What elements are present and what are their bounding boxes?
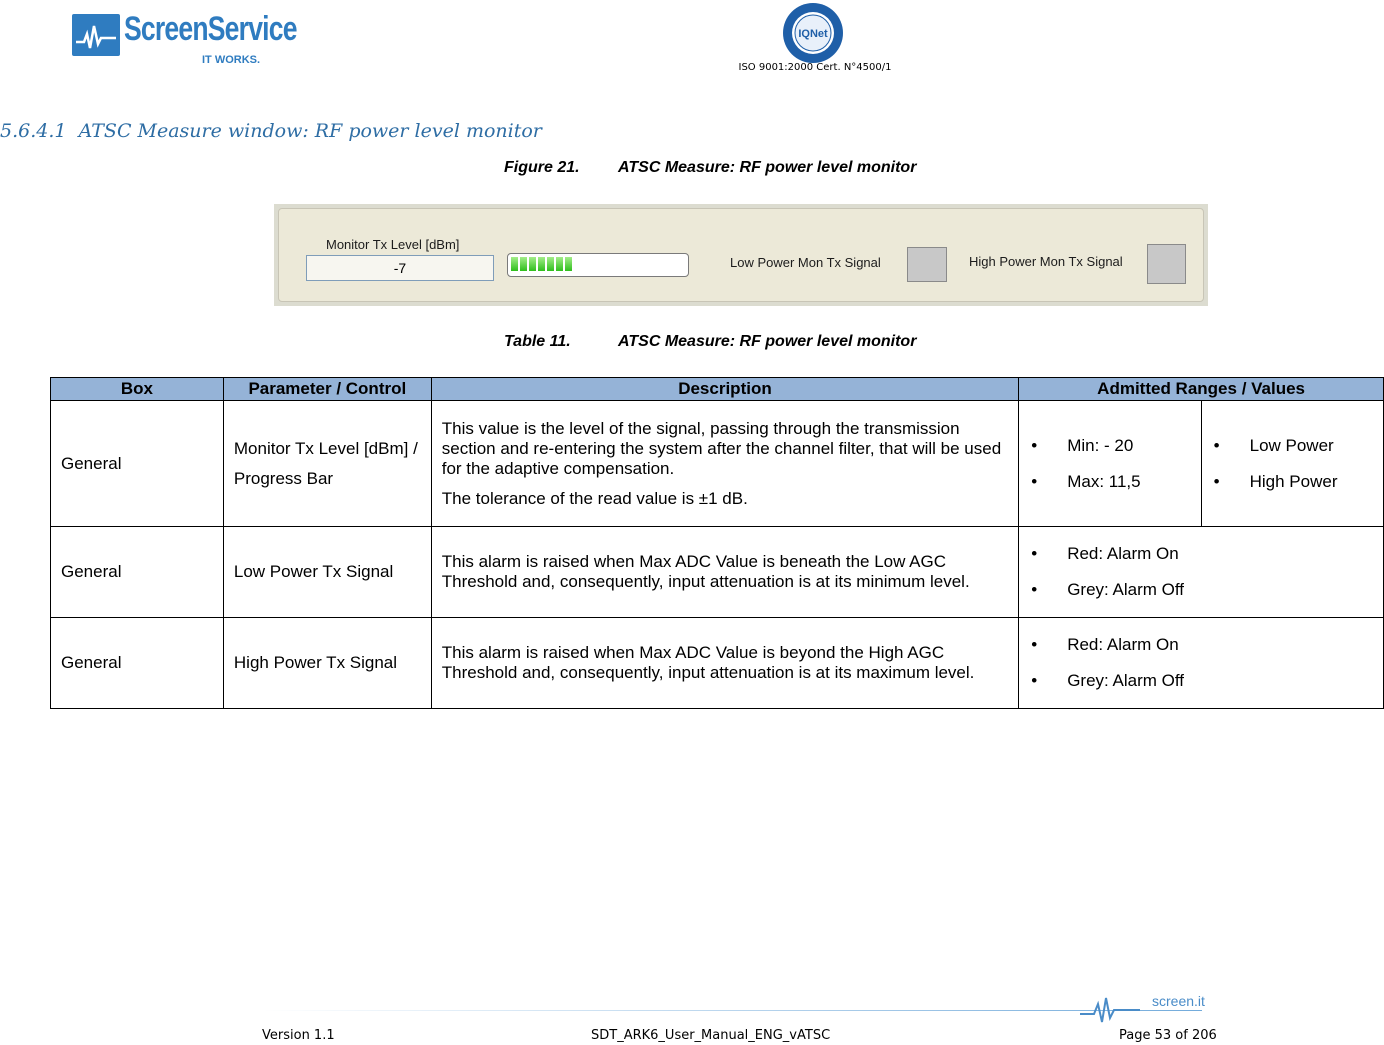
description-paragraph: The tolerance of the read value is ±1 dB. (441, 488, 748, 508)
certification-seal-icon (782, 2, 844, 64)
tx-level-progress-bar (507, 253, 689, 277)
progress-segment (538, 257, 545, 271)
table-caption (504, 333, 916, 351)
range-subcell (1019, 401, 1201, 526)
logo-text: ScreenService (124, 10, 297, 48)
cell-ranges (1019, 401, 1384, 527)
panel-body (278, 208, 1204, 302)
cell-box: General (51, 618, 224, 709)
range-item: • Grey: Alarm Off (1019, 580, 1373, 600)
progress-segment (529, 257, 536, 271)
footer-document-name: SDT_ARK6_User_Manual_ENG_vATSC (591, 1028, 831, 1043)
footer-divider (262, 1010, 1202, 1011)
table-label: Table 11. (504, 333, 571, 350)
table-row (51, 527, 1384, 618)
footer-page-number: Page 53 of 206 (1119, 1028, 1217, 1043)
footer-version: Version 1.1 (262, 1028, 335, 1043)
table-row (51, 401, 1384, 527)
progress-segment (565, 257, 572, 271)
range-subcell (1202, 401, 1383, 526)
monitor-tx-level-field: -7 (306, 255, 494, 281)
range-item: • Max: 11,5 (1019, 472, 1140, 492)
high-power-indicator (1147, 244, 1186, 284)
range-item: • High Power (1202, 472, 1338, 492)
table-caption-text: ATSC Measure: RF power level monitor (618, 333, 917, 350)
cell-description (431, 618, 1018, 709)
cell-box: General (51, 401, 224, 527)
header-parameter: Parameter / Control (223, 378, 431, 401)
low-power-indicator (907, 247, 947, 282)
cell-ranges (1019, 527, 1384, 618)
figure-label: Figure 21. (504, 159, 580, 176)
footer-brand-text: screen.it (1152, 993, 1205, 1009)
svg-text:IQNet: IQNet (798, 28, 828, 40)
progress-segment (556, 257, 563, 271)
cell-description (431, 401, 1018, 527)
cell-parameter: High Power Tx Signal (223, 618, 431, 709)
range-item: • Red: Alarm On (1019, 635, 1373, 655)
parameters-table (50, 377, 1384, 709)
cell-ranges (1019, 618, 1384, 709)
description-paragraph: This alarm is raised when Max ADC Value is beneath the Low AGC Threshold and, consequently, input attenuation is at its minimum level. (441, 552, 970, 591)
header-description: Description (431, 378, 1018, 401)
section-number: 5.6.4.1 (0, 120, 67, 142)
range-item: • Red: Alarm On (1019, 544, 1373, 564)
table-row (51, 618, 1384, 709)
header-ranges: Admitted Ranges / Values (1019, 378, 1384, 401)
section-heading (0, 120, 542, 142)
cell-description (431, 527, 1018, 618)
logo-wave-icon (72, 14, 120, 56)
cell-parameter: Low Power Tx Signal (223, 527, 431, 618)
company-logo (72, 6, 297, 72)
logo-tagline: IT WORKS. (202, 54, 261, 66)
param-line: Progress Bar (233, 468, 334, 488)
low-power-label: Low Power Mon Tx Signal (730, 255, 881, 270)
progress-fill (511, 257, 574, 271)
param-line: Monitor Tx Level [dBm] / (233, 438, 418, 458)
range-item: • Min: - 20 (1019, 436, 1140, 456)
figure-caption (504, 159, 916, 177)
progress-segment (511, 257, 518, 271)
header-box: Box (51, 378, 224, 401)
section-title: ATSC Measure window: RF power level monitor (78, 120, 542, 142)
figure-caption-text: ATSC Measure: RF power level monitor (618, 159, 917, 176)
footer-brand-logo (1080, 992, 1210, 1026)
rf-power-monitor-panel (274, 204, 1208, 306)
progress-segment (520, 257, 527, 271)
description-paragraph: This alarm is raised when Max ADC Value is beyond the High AGC Threshold and, consequently, input attenuation is at its maximum level. (441, 643, 975, 682)
certification-text: ISO 9001:2000 Cert. N°4500/1 (738, 62, 892, 73)
high-power-label: High Power Mon Tx Signal (969, 254, 1123, 269)
description-paragraph: This value is the level of the signal, passing through the transmission section and re-entering the system after the channel filter, that will be used for the adaptive compensation. (441, 418, 1002, 478)
range-item: • Grey: Alarm Off (1019, 671, 1373, 691)
range-item: • Low Power (1202, 436, 1338, 456)
cell-parameter (223, 401, 431, 527)
table-header-row (51, 378, 1384, 401)
progress-segment (547, 257, 554, 271)
cell-box: General (51, 527, 224, 618)
monitor-tx-level-label: Monitor Tx Level [dBm] (326, 237, 460, 252)
